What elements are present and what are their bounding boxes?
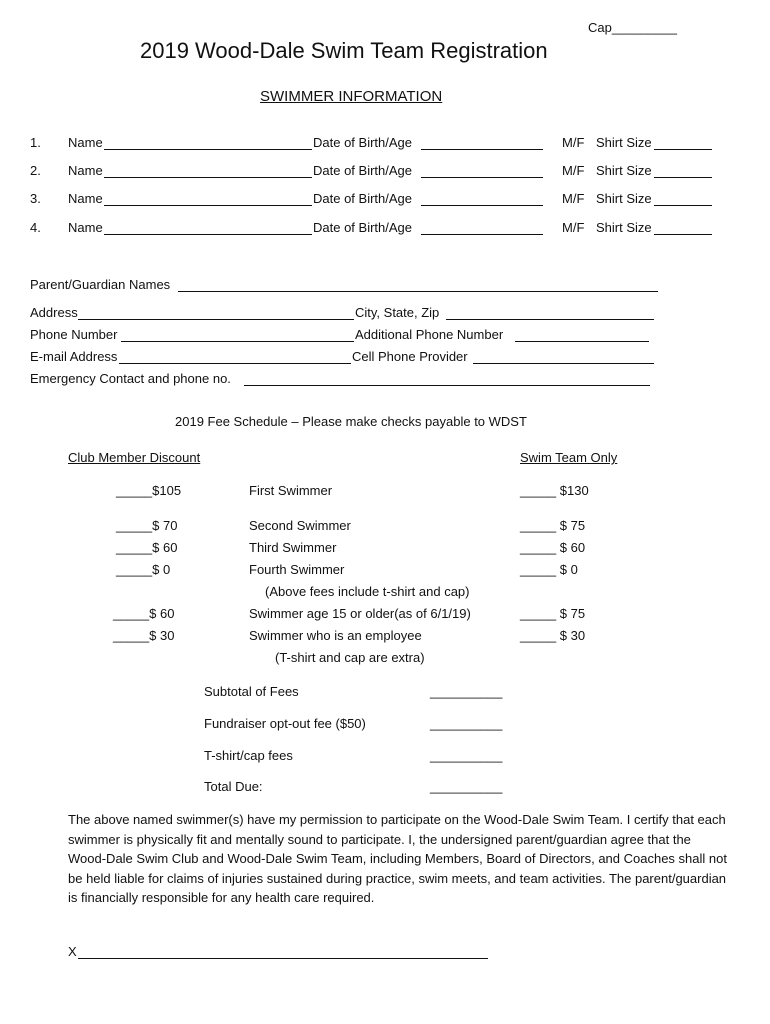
- totals-blank[interactable]: __________: [430, 716, 503, 731]
- dob-field[interactable]: [421, 177, 543, 178]
- shirt-size-field[interactable]: [654, 149, 712, 150]
- email-label: E-mail Address: [30, 349, 118, 364]
- name-field[interactable]: [104, 177, 312, 178]
- mf-label[interactable]: M/F: [562, 220, 585, 235]
- fee-description: Fourth Swimmer: [249, 562, 345, 577]
- fee-schedule-title: 2019 Fee Schedule – Please make checks payable to WDST: [175, 414, 527, 429]
- dob-label: Date of Birth/Age: [313, 191, 412, 206]
- swim-fee[interactable]: _____ $ 60: [520, 540, 586, 555]
- club-member-header: Club Member Discount: [68, 450, 201, 465]
- shirt-size-label: Shirt Size: [596, 191, 652, 206]
- shirt-size-label: Shirt Size: [596, 135, 652, 150]
- dob-label: Date of Birth/Age: [313, 135, 412, 150]
- totals-label: Fundraiser opt-out fee ($50): [204, 716, 366, 731]
- club-fee[interactable]: _____$ 0: [116, 562, 171, 577]
- fee-description: Swimmer who is an employee: [249, 628, 422, 643]
- totals-blank[interactable]: __________: [430, 748, 503, 763]
- row-number: 1.: [30, 135, 41, 150]
- row-number: 2.: [30, 163, 41, 178]
- swim-fee[interactable]: _____ $ 30: [520, 628, 586, 643]
- additional-phone-field[interactable]: [515, 341, 649, 342]
- fee-description: First Swimmer: [249, 483, 333, 498]
- city-field[interactable]: [446, 319, 654, 320]
- page-title: 2019 Wood-Dale Swim Team Registration: [140, 38, 548, 63]
- address-field[interactable]: [78, 319, 354, 320]
- permission-paragraph: The above named swimmer(s) have my permission to participate on the Wood-Dale Swim Team. I certify that each swimmer is physically fit and mentally sound to participate. I, the undersigned parent/guardian agree that the Wood-Dale Swim Club and Wood-Dale Swim Team, including Members, Board of Directors, and Coaches shall not be held liable for claims of injuries sustained during practice, swim meets, and team activities. The parent/guardian is financially responsible for any health care required.: [68, 812, 727, 905]
- club-fee[interactable]: _____$ 60: [116, 540, 178, 555]
- name-field[interactable]: [104, 234, 312, 235]
- row-number: 4.: [30, 220, 41, 235]
- emergency-label: Emergency Contact and phone no.: [30, 371, 231, 386]
- emergency-field[interactable]: [244, 385, 650, 386]
- fee-description: Second Swimmer: [249, 518, 351, 533]
- guardian-field[interactable]: [178, 291, 658, 292]
- totals-blank[interactable]: __________: [430, 684, 503, 699]
- swim-fee[interactable]: _____ $130: [520, 483, 589, 498]
- shirt-size-field[interactable]: [654, 177, 712, 178]
- signature-label: X: [68, 944, 77, 959]
- swim-fee[interactable]: _____ $ 75: [520, 518, 586, 533]
- name-field[interactable]: [104, 205, 312, 206]
- additional-phone-label: Additional Phone Number: [355, 327, 504, 342]
- totals-blank[interactable]: __________: [430, 779, 503, 794]
- dob-field[interactable]: [421, 149, 543, 150]
- cell-provider-label: Cell Phone Provider: [352, 349, 468, 364]
- phone-label: Phone Number: [30, 327, 118, 342]
- fee-description: Third Swimmer: [249, 540, 337, 555]
- dob-label: Date of Birth/Age: [313, 163, 412, 178]
- shirt-size-field[interactable]: [654, 234, 712, 235]
- swim-fee[interactable]: _____ $ 0: [520, 562, 578, 577]
- club-fee[interactable]: _____$105: [116, 483, 182, 498]
- guardian-label: Parent/Guardian Names: [30, 277, 171, 292]
- swim-team-header: Swim Team Only: [520, 450, 618, 465]
- fee-description: Swimmer age 15 or older(as of 6/1/19): [249, 606, 471, 621]
- totals-label: Subtotal of Fees: [204, 684, 299, 699]
- mf-label[interactable]: M/F: [562, 191, 585, 206]
- name-label: Name: [68, 135, 103, 150]
- address-label: Address: [30, 305, 78, 320]
- signature-field[interactable]: [78, 958, 488, 959]
- mf-label[interactable]: M/F: [562, 163, 585, 178]
- name-label: Name: [68, 191, 103, 206]
- name-label: Name: [68, 220, 103, 235]
- shirt-size-label: Shirt Size: [596, 163, 652, 178]
- dob-field[interactable]: [421, 234, 543, 235]
- swim-fee[interactable]: _____ $ 75: [520, 606, 586, 621]
- club-fee[interactable]: _____$ 60: [113, 606, 175, 621]
- cell-provider-field[interactable]: [473, 363, 654, 364]
- fee-note-includes: (Above fees include t-shirt and cap): [265, 584, 470, 599]
- email-field[interactable]: [119, 363, 351, 364]
- name-label: Name: [68, 163, 103, 178]
- fee-note-extra: (T-shirt and cap are extra): [275, 650, 425, 665]
- row-number: 3.: [30, 191, 41, 206]
- phone-field[interactable]: [121, 341, 354, 342]
- city-label: City, State, Zip: [355, 305, 440, 320]
- club-fee[interactable]: _____$ 70: [116, 518, 178, 533]
- totals-label: Total Due:: [204, 779, 263, 794]
- name-field[interactable]: [104, 149, 312, 150]
- mf-label[interactable]: M/F: [562, 135, 585, 150]
- shirt-size-label: Shirt Size: [596, 220, 652, 235]
- shirt-size-field[interactable]: [654, 205, 712, 206]
- club-fee[interactable]: _____$ 30: [113, 628, 175, 643]
- dob-label: Date of Birth/Age: [313, 220, 412, 235]
- section-title-swimmer-info: SWIMMER INFORMATION: [260, 88, 443, 105]
- totals-label: T-shirt/cap fees: [204, 748, 293, 763]
- dob-field[interactable]: [421, 205, 543, 206]
- cap-field[interactable]: Cap_________: [588, 20, 677, 35]
